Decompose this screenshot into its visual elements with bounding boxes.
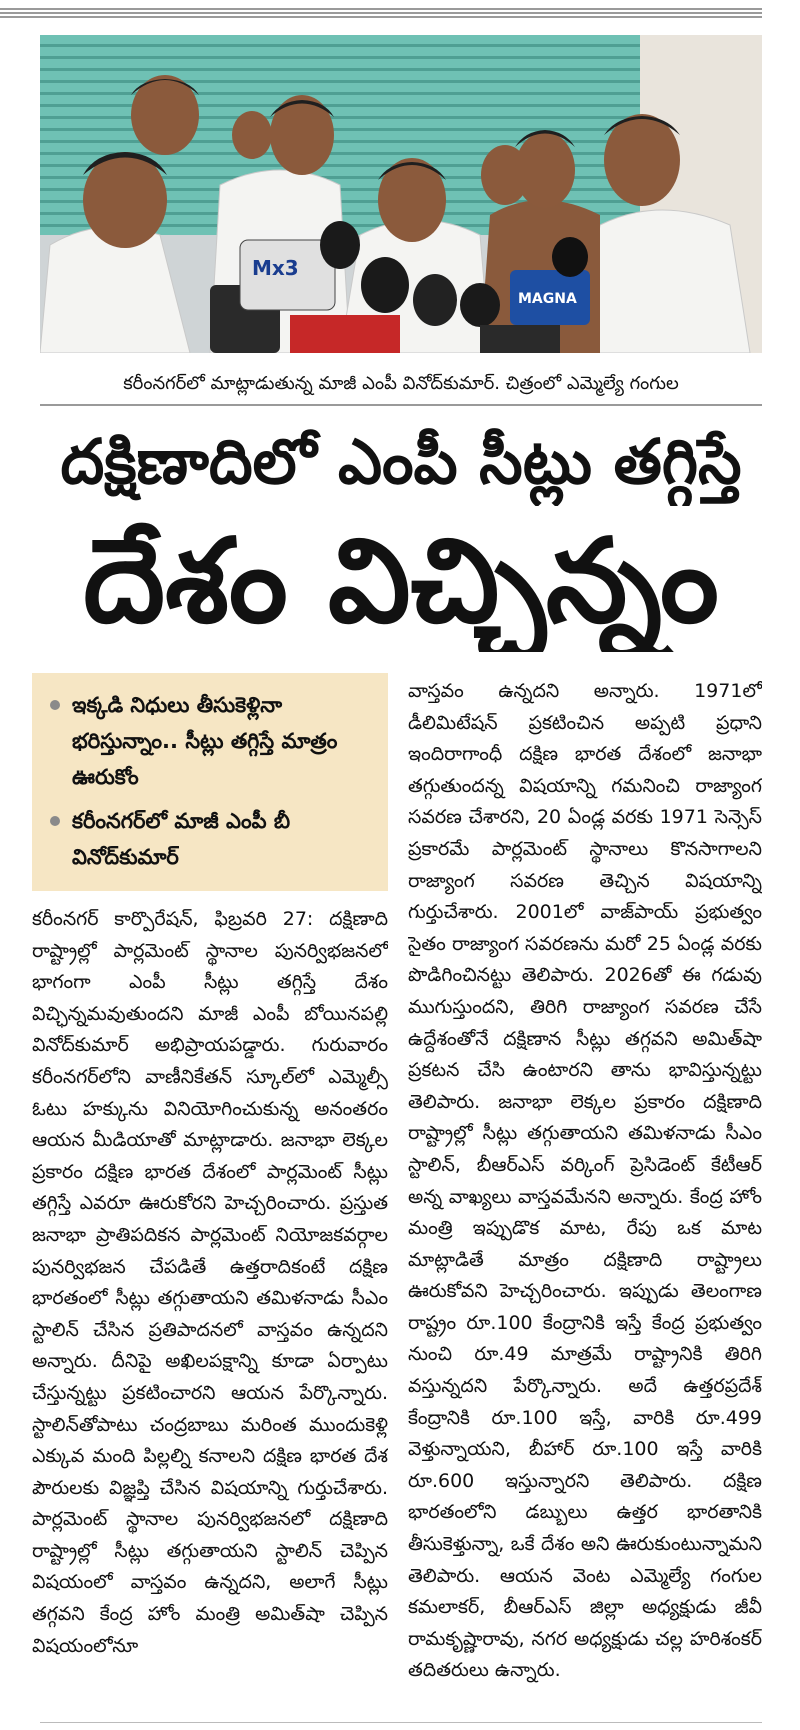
bullet-dot-icon bbox=[50, 816, 60, 826]
headline-line-2: దేశం విచ్ఛిన్నం bbox=[83, 514, 719, 649]
bottom-rule bbox=[40, 1722, 762, 1723]
caption-divider bbox=[40, 404, 762, 406]
highlight-text-2: కరీంనగర్‌లో మాజీ ఎంపీ బీ వినోద్‌కుమార్ bbox=[72, 809, 291, 869]
highlight-text-1: ఇక్కడి నిధులు తీసుకెళ్లినా భరిస్తున్నాం.. సీట్లు తగ్గిస్తే మాత్రం ఊరుకోం bbox=[72, 693, 338, 789]
top-rule bbox=[0, 8, 762, 18]
highlight-item bbox=[50, 687, 374, 795]
press-conference-image bbox=[40, 35, 762, 353]
article-column-2: వాస్తవం ఉన్నదని అన్నారు. 1971లో డీలిమిటేషన్ ప్రకటించిన అప్పటి ప్రధాని ఇందిరాగాంధీ దక్షిణ భారత దేశంలో జనాభా తగ్గుతుందన్న విషయాన్ని గమనించి రాజ్యాంగ సవరణ చేశారని, 20 ఏండ్ల వరకు 1971 సెన్సెస్ ప్రకారమే పార్లమెంట్ స్థానాలు కొనసాగాలని రాజ్యాంగ సవరణ తెచ్చిన విషయాన్ని గుర్తుచేశారు. 2001లో వాజ్‌పాయ్ ప్రభుత్వం సైతం రాజ్యాంగ సవరణను మరో 25 ఏండ్ల వరకు పొడిగించినట్టు తెలిపారు. 2026తో ఈ గడువు ముగుస్తుందని, తిరిగి రాజ్యాంగ సవరణ చేసే ఉద్దేశంతోనే దక్షిణాన సీట్లు తగ్గవని అమిత్‌షా ప్రకటన చేసి ఉంటారని తాను భావిస్తున్నట్టు తెలిపారు. జనాభా లెక్కల ప్రకారం దక్షిణాది రాష్ట్రాల్లో సీట్లు తగ్గుతాయని తమిళనాడు సీఎం స్టాలిన్, బీఆర్‌ఎస్ వర్కింగ్ ప్రెసిడెంట్ కేటీఆర్ అన్న వాఖ్యలు వాస్తవమేనని అన్నారు. కేంద్ర హోం మంత్రి ఇప్పుడొక మాట, రేపు ఒక మాట మాట్లాడితే మాత్రం దక్షిణాది రాష్ట్రాలు ఊరుకోవని హెచ్చరించారు. ఇప్పుడు తెలంగాణ రాష్ట్రం రూ.100 కేంద్రానికి ఇస్తే కేంద్ర ప్రభుత్వం నుంచి రూ.49 మాత్రమే రాష్ట్రానికి తిరిగి వస్తున్నదని పేర్కొన్నారు. అదే ఉత్తరప్రదేశ్ కేంద్రానికి రూ.100 ఇస్తే, వారికి రూ.499 వెళ్తున్నాయని, బీహార్ రూ.100 ఇస్తే వారికి రూ.600 ఇస్తున్నారని తెలిపారు. దక్షిణ భారతంలోని డబ్బులు ఉత్తర భారతానికి తీసుకెళ్తున్నా, ఒకే దేశం అని ఊరుకుంటున్నామని తెలిపారు. ఆయన వెంట ఎమ్మెల్యే గంగుల కమలాకర్, బీఆర్‌ఎస్ జిల్లా అధ్యక్షుడు జీవీ రామకృష్ణారావు, నగర అధ్యక్షుడు చల్ల హరిశంకర్ తదితరులు ఉన్నారు. bbox=[408, 680, 762, 1682]
highlights-box bbox=[32, 673, 388, 891]
photo-caption: కరీంనగర్‌లో మాట్లాడుతున్న మాజీ ఎంపీ వినోద్‌కుమార్. చిత్రంలో ఎమ్మెల్యే గంగుల bbox=[123, 373, 679, 394]
highlight-item bbox=[50, 803, 374, 875]
headline-line-1: దక్షిణాదిలో ఎంపీ సీట్లు తగ్గిస్తే bbox=[60, 425, 742, 498]
article-column-1: కరీంనగర్ కార్పొరేషన్, ఫిబ్రవరి 27: దక్షిణాది రాష్ట్రాల్లో పార్లమెంట్ స్థానాల పునర్విభజనలో భాగంగా ఎంపీ సీట్లు తగ్గిస్తే దేశం విచ్ఛిన్నమవుతుందని మాజీ ఎంపీ బోయినపల్లి వినోద్‌కుమార్ అభిప్రాయపడ్డారు. గురువారం కరీంనగర్‌లోని వాణీనికేతన్ స్కూల్‌లో ఎమ్మెల్సీ ఓటు హక్కును వినియోగించుకున్న అనంతరం ఆయన మీడియాతో మాట్లాడారు. జనాభా లెక్కల ప్రకారం దక్షిణ భారత దేశంలో పార్లమెంట్ సీట్లు తగ్గిస్తే ఎవరూ ఊరుకోరని హెచ్చరించారు. ప్రస్తుత జనాభా ప్రాతిపదికన పార్లమెంట్ నియోజకవర్గాల పునర్విభజన చేపడితే ఉత్తరాదికంటే దక్షిణ భారతంలో సీట్లు తగ్గుతాయని తమిళనాడు సీఎం స్టాలిన్ చేసిన ప్రతిపాదనలో వాస్తవం ఉన్నదని అన్నారు. దీనిపై అఖిలపక్షాన్ని కూడా ఏర్పాటు చేస్తున్నట్టు ప్రకటించారని ఆయన పేర్కొన్నారు. స్టాలిన్‌తోపాటు చంద్రబాబు మరింత ముందుకెళ్లి ఎక్కువ మంది పిల్లల్ని కనాలని దక్షిణ భారత దేశ పౌరులకు విజ్ఞప్తి చేసిన విషయాన్ని గుర్తుచేశారు. పార్లమెంట్ స్థానాల పునర్విభజనలో దక్షిణాది రాష్ట్రాల్లో సీట్లు తగ్గుతాయని స్టాలిన్ చెప్పిన విషయంలో వాస్తవం ఉన్నదని, అలాగే సీట్లు తగ్గవని కేంద్ర హోం మంత్రి అమిత్‌షా చెప్పిన విషయంలోనూ bbox=[32, 908, 388, 1657]
mic-label-2: MAGNA bbox=[518, 291, 577, 307]
bullet-dot-icon bbox=[50, 700, 60, 710]
news-photo bbox=[40, 35, 762, 353]
mic-label-1: Mx3 bbox=[252, 256, 299, 280]
